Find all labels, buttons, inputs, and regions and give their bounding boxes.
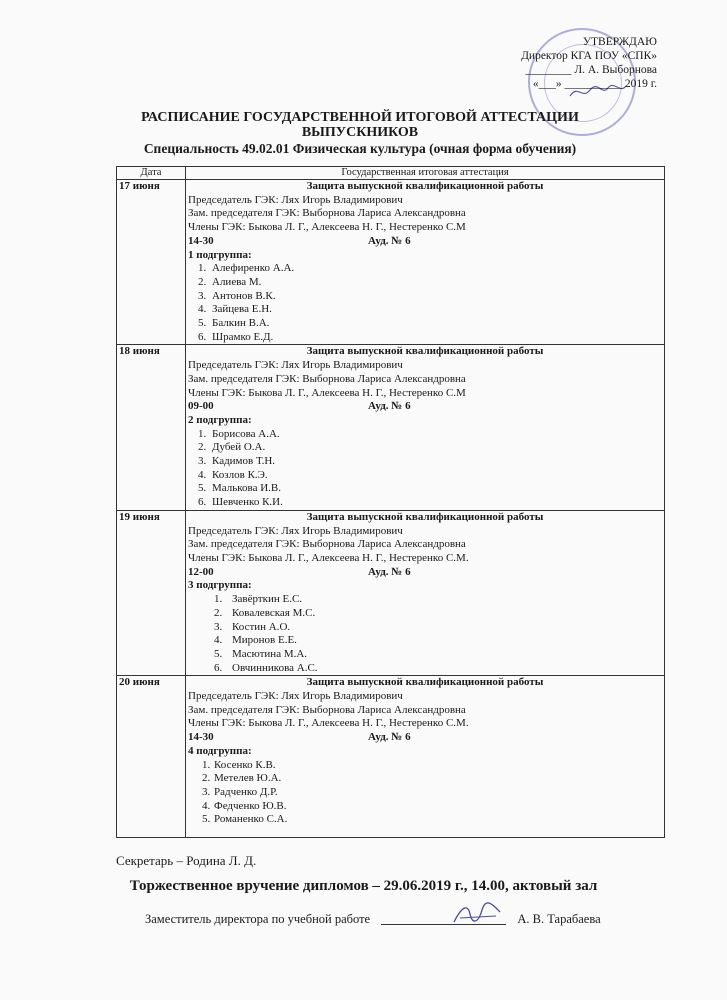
- subgroup-label: 2 подгруппа:: [188, 413, 252, 426]
- list-number: 3.: [198, 289, 207, 302]
- list-item: [188, 303, 662, 317]
- date-cell: 17 июня: [117, 180, 186, 345]
- student-name: Антонов В.К.: [212, 289, 276, 302]
- ceremony-announcement: Торжественное вручение дипломов – 29.06.2019 г., 14.00, актовый зал: [129, 878, 598, 894]
- list-number: 6.: [198, 330, 207, 343]
- date-cell: 19 июня: [117, 510, 186, 675]
- time-room-line: [188, 566, 662, 580]
- list-number: 1.: [202, 758, 211, 771]
- approval-line: УТВЕРЖДАЮ: [582, 36, 657, 48]
- approval-line: Директор КГА ПОУ «СПК»: [521, 50, 657, 62]
- student-name: Косенко К.В.: [214, 758, 276, 771]
- student-list: [188, 593, 662, 675]
- schedule-table: [116, 166, 665, 838]
- time: 14-30: [188, 234, 214, 247]
- list-item: [188, 813, 662, 827]
- members-line: Члены ГЭК: Быкова Л. Г., Алексеева Н. Г., Нестеренко С.М: [188, 386, 466, 399]
- event-heading: Защита выпускной квалификационной работы: [306, 676, 544, 689]
- members-line: Члены ГЭК: Быкова Л. Г., Алексеева Н. Г., Нестеренко С.М.: [188, 717, 469, 730]
- list-number: 4.: [198, 468, 207, 481]
- vice-chair-line: Зам. председателя ГЭК: Выборнова Лариса Александровна: [188, 703, 466, 716]
- student-name: Миронов Е.Е.: [232, 634, 297, 647]
- student-name: Овчинникова А.С.: [232, 661, 318, 674]
- list-item: [188, 800, 662, 814]
- room: Ауд. № 6: [368, 565, 411, 578]
- list-number: 1.: [214, 593, 223, 606]
- list-number: 5.: [198, 317, 207, 330]
- time-room-line: [188, 400, 662, 414]
- date-cell: 20 июня: [117, 676, 186, 838]
- student-name: Кадимов Т.Н.: [212, 455, 276, 468]
- chair-line: Председатель ГЭК: Лях Игорь Владимирович: [188, 524, 403, 537]
- student-list: [188, 262, 662, 344]
- student-name: Козлов К.Э.: [212, 468, 268, 481]
- student-name: Ковалевская М.С.: [232, 606, 316, 619]
- student-name: Костин А.О.: [232, 620, 291, 633]
- info-cell: [186, 510, 665, 675]
- deputy-signature-line: [145, 912, 601, 927]
- column-header-date: Дата: [117, 167, 186, 180]
- signature-underline: [381, 924, 506, 925]
- approval-block: [521, 35, 657, 91]
- student-name: Алиева М.: [212, 275, 262, 288]
- list-number: 6.: [214, 661, 223, 674]
- members-line: Члены ГЭК: Быкова Л. Г., Алексеева Н. Г., Нестеренко С.М.: [188, 551, 469, 564]
- time: 14-30: [188, 731, 214, 744]
- event-heading: Защита выпускной квалификационной работы: [306, 180, 544, 192]
- student-name: Федченко Ю.В.: [214, 799, 287, 812]
- table-row: [117, 180, 665, 345]
- list-item: [188, 331, 662, 345]
- list-number: 4.: [202, 799, 211, 812]
- list-item: [188, 441, 662, 455]
- list-number: 1.: [198, 262, 207, 275]
- subgroup-label: 1 подгруппа:: [188, 248, 252, 261]
- chair-line: Председатель ГЭК: Лях Игорь Владимирович: [188, 193, 403, 206]
- list-item: [188, 607, 662, 621]
- list-item: [188, 786, 662, 800]
- list-item: [188, 482, 662, 496]
- list-number: 5.: [214, 647, 223, 660]
- approval-line: «___» __________ 2019 г.: [532, 78, 657, 90]
- list-item: [188, 262, 662, 276]
- room: Ауд. № 6: [368, 400, 411, 413]
- deputy-role: Заместитель директора по учебной работе: [145, 912, 371, 926]
- list-number: 2.: [198, 441, 207, 454]
- info-cell: [186, 345, 665, 510]
- info-cell: [186, 180, 665, 345]
- table-row: [117, 345, 665, 510]
- list-item: [188, 662, 662, 676]
- column-header-gia: Государственная итоговая аттестация: [186, 167, 665, 180]
- list-number: 4.: [214, 634, 223, 647]
- student-name: Зайцева Е.Н.: [212, 303, 272, 316]
- subgroup-label: 4 подгруппа:: [188, 744, 252, 757]
- student-name: Малькова И.В.: [212, 482, 282, 495]
- approval-line: ________ Л. А. Выборнова: [525, 64, 657, 76]
- list-item: [188, 621, 662, 635]
- secretary-line: Секретарь – Родина Л. Д.: [116, 853, 257, 868]
- vice-chair-line: Зам. председателя ГЭК: Выборнова Лариса Александровна: [188, 207, 466, 220]
- room: Ауд. № 6: [368, 731, 411, 744]
- student-name: Масютина М.А.: [232, 647, 308, 660]
- document-subtitle: Специальность 49.02.01 Физическая культура (очная форма обучения): [143, 141, 577, 156]
- list-number: 2.: [202, 772, 211, 785]
- list-item: [188, 276, 662, 290]
- document-title: РАСПИСАНИЕ ГОСУДАРСТВЕННОЙ ИТОГОВОЙ АТТЕСТАЦИИ ВЫПУСКНИКОВ: [141, 110, 579, 140]
- table-row: [117, 510, 665, 675]
- time-room-line: [188, 731, 662, 745]
- list-number: 2.: [198, 275, 207, 288]
- list-number: 3.: [202, 785, 211, 798]
- student-list: [188, 759, 662, 828]
- list-item: [188, 428, 662, 442]
- student-name: Борисова А.А.: [212, 427, 280, 440]
- list-number: 6.: [198, 496, 207, 509]
- date-cell: 18 июня: [117, 345, 186, 510]
- student-name: Радченко Д.Р.: [214, 785, 278, 798]
- list-item: [188, 648, 662, 662]
- list-number: 3.: [214, 620, 223, 633]
- table-row: [117, 676, 665, 838]
- vice-chair-line: Зам. председателя ГЭК: Выборнова Лариса Александровна: [188, 372, 466, 385]
- event-heading: Защита выпускной квалификационной работы: [306, 510, 544, 523]
- event-heading: Защита выпускной квалификационной работы: [306, 345, 544, 358]
- vice-chair-line: Зам. председателя ГЭК: Выборнова Лариса Александровна: [188, 538, 466, 551]
- list-number: 5.: [202, 813, 211, 826]
- chair-line: Председатель ГЭК: Лях Игорь Владимирович: [188, 359, 403, 372]
- list-number: 2.: [214, 606, 223, 619]
- list-number: 5.: [198, 482, 207, 495]
- list-item: [188, 759, 662, 773]
- deputy-name: А. В. Тарабаева: [517, 912, 601, 926]
- list-item: [188, 593, 662, 607]
- student-name: Алефиренко А.А.: [212, 262, 295, 275]
- info-cell: [186, 676, 665, 838]
- chair-line: Председатель ГЭК: Лях Игорь Владимирович: [188, 690, 403, 703]
- room: Ауд. № 6: [368, 234, 411, 247]
- student-list: [188, 428, 662, 510]
- list-number: 1.: [198, 427, 207, 440]
- student-name: Балкин В.А.: [212, 317, 270, 330]
- student-name: Романенко С.А.: [214, 813, 288, 826]
- list-item: [188, 772, 662, 786]
- list-item: [188, 317, 662, 331]
- time: 12-00: [188, 565, 214, 578]
- time-room-line: [188, 235, 662, 249]
- subgroup-label: 3 подгруппа:: [188, 579, 252, 592]
- student-name: Дубей О.А.: [212, 441, 266, 454]
- list-number: 3.: [198, 455, 207, 468]
- list-item: [188, 455, 662, 469]
- list-item: [188, 469, 662, 483]
- student-name: Завёрткин Е.С.: [232, 593, 303, 606]
- student-name: Метелев Ю.А.: [214, 772, 282, 785]
- student-name: Шрамко Е.Д.: [212, 330, 274, 343]
- list-item: [188, 290, 662, 304]
- list-item: [188, 634, 662, 648]
- table-header-row: [117, 167, 665, 180]
- student-name: Шевченко К.И.: [212, 496, 283, 509]
- time: 09-00: [188, 400, 214, 413]
- list-item: [188, 496, 662, 510]
- members-line: Члены ГЭК: Быкова Л. Г., Алексеева Н. Г., Нестеренко С.М: [188, 221, 466, 234]
- list-number: 4.: [198, 303, 207, 316]
